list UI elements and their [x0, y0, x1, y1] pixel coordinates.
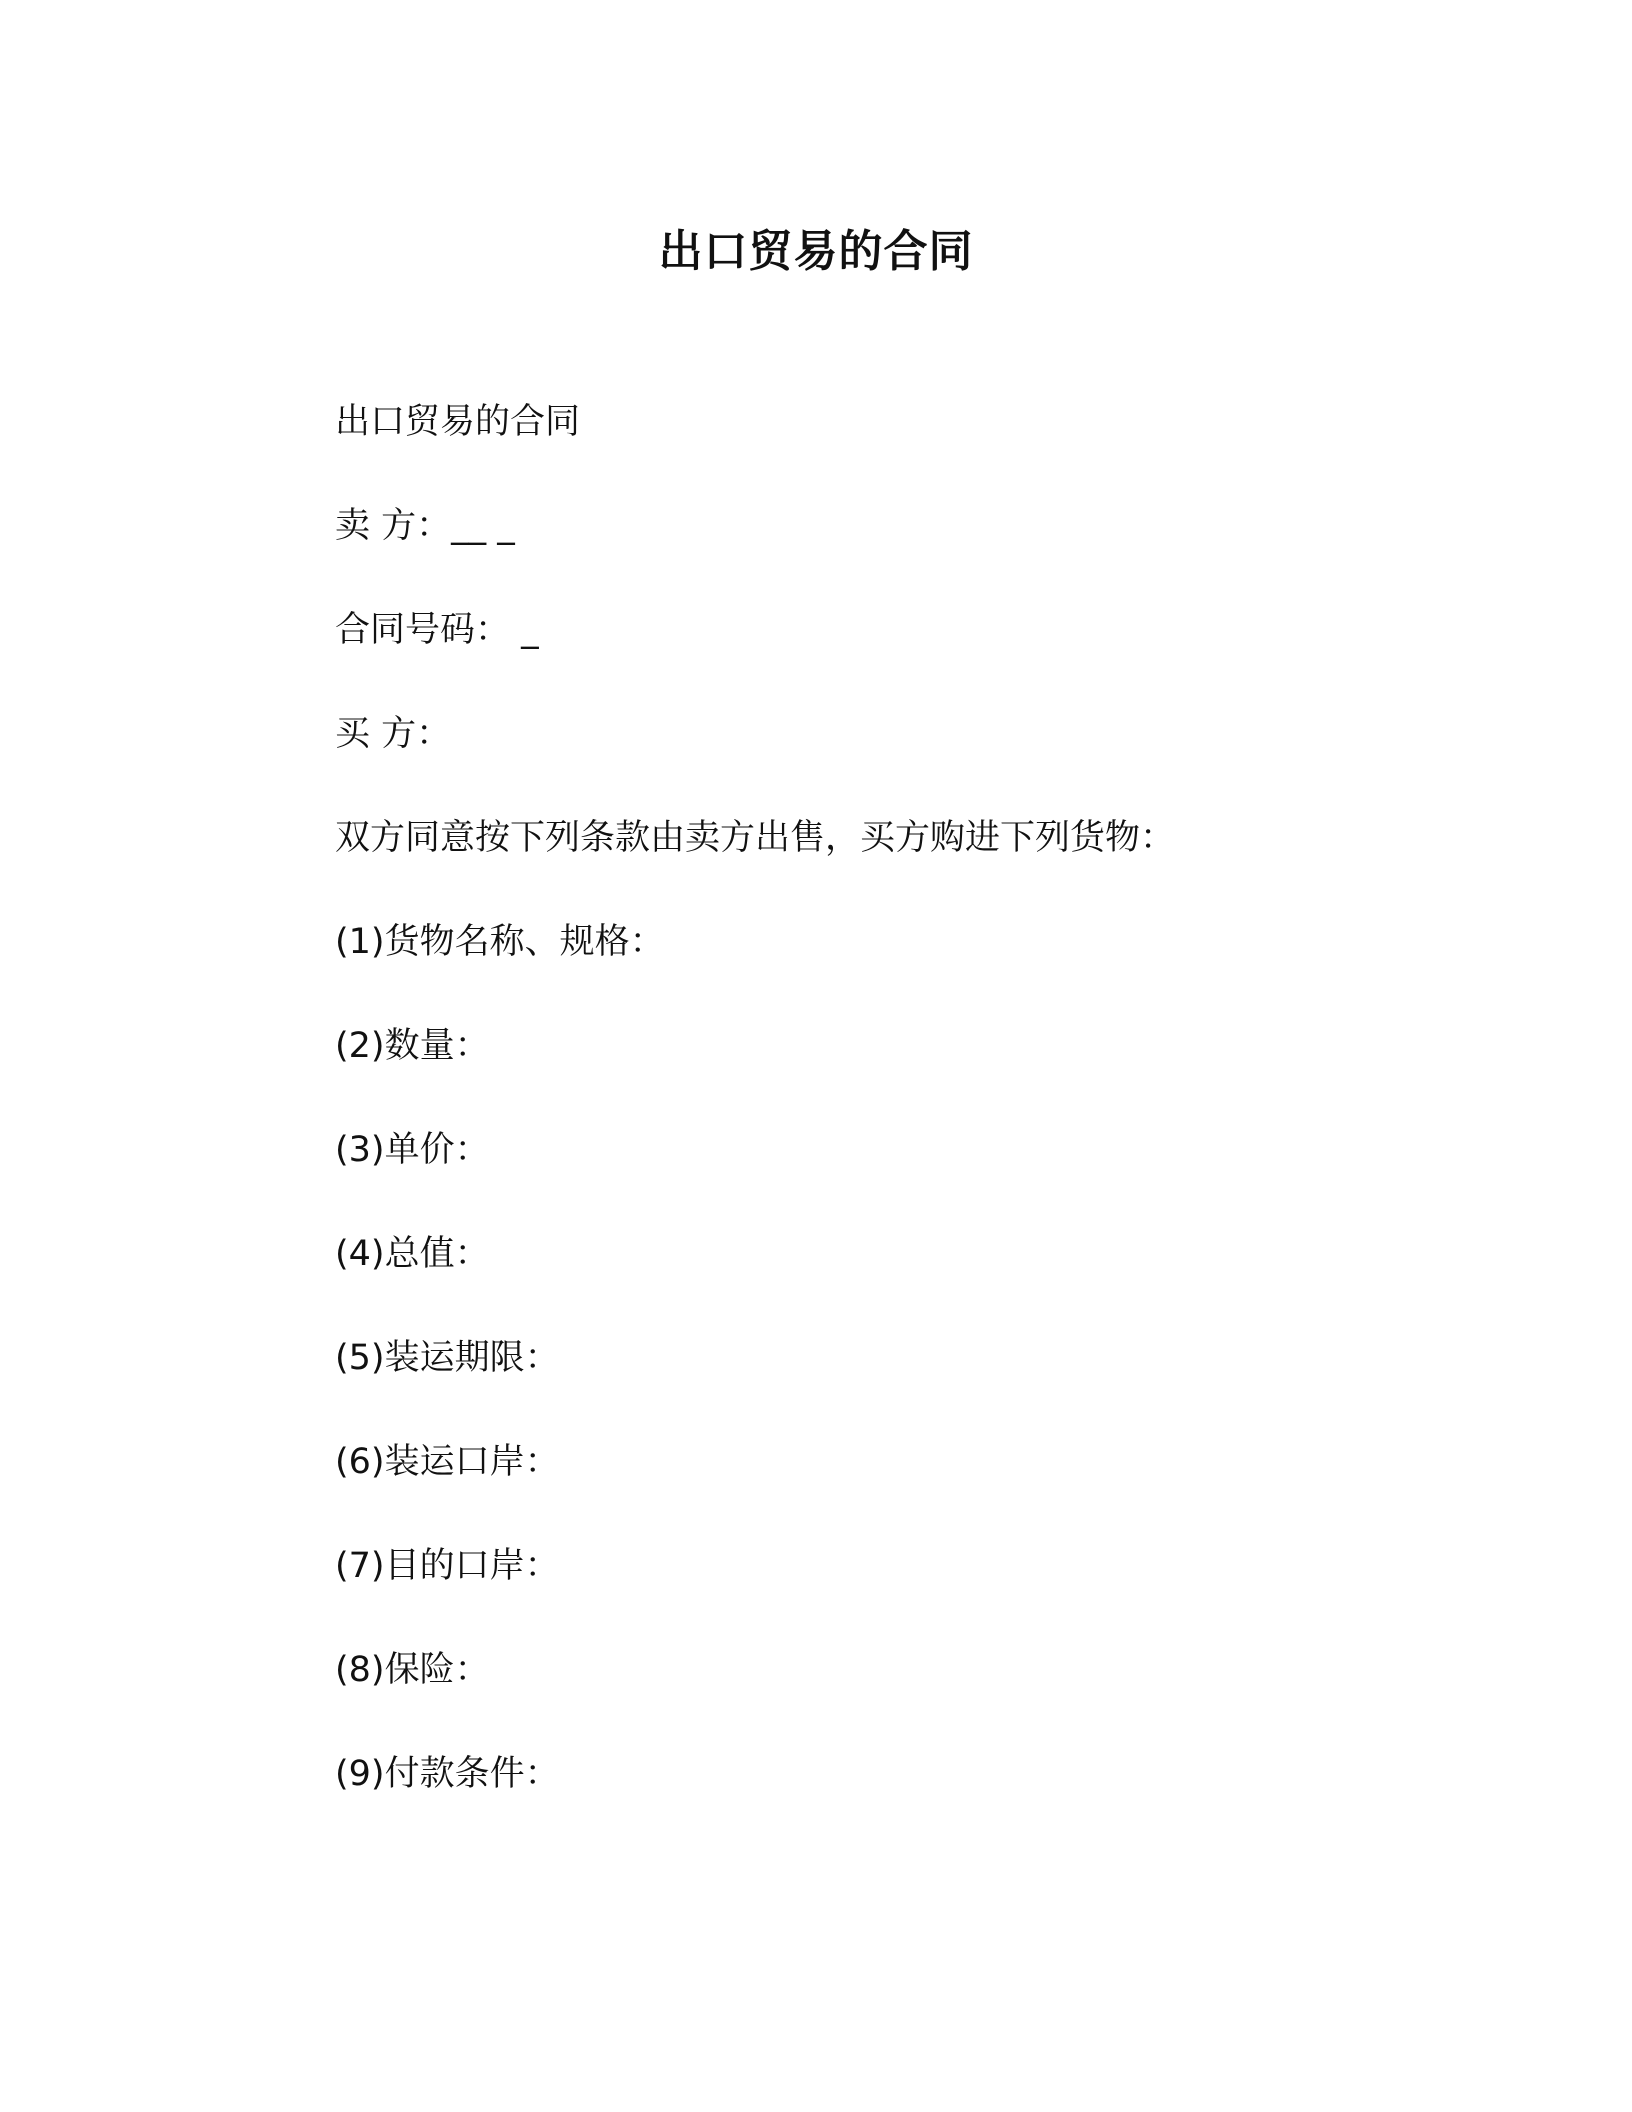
document-title: 出口贸易的合同	[658, 226, 974, 277]
clause-goods-name-spec: (1)货物名称、规格：	[335, 922, 665, 962]
clause-unit-price: (3)单价：	[335, 1130, 490, 1170]
clause-total-value: (4)总值：	[335, 1234, 490, 1274]
agreement-statement: 双方同意按下列条款由卖方出售，买方购进下列货物：	[335, 818, 1176, 858]
seller-line: 卖 方：__ _	[335, 506, 515, 546]
clause-port-of-loading: (6)装运口岸：	[335, 1442, 560, 1482]
clause-quantity: (2)数量：	[335, 1026, 490, 1066]
clause-insurance: (8)保险：	[335, 1650, 490, 1690]
clause-port-of-destination: (7)目的口岸：	[335, 1546, 560, 1586]
document-body	[335, 392, 1335, 1848]
clause-shipment-period: (5)装运期限：	[335, 1338, 560, 1378]
clause-payment-terms: (9)付款条件：	[335, 1754, 560, 1794]
contract-number-line: 合同号码： _	[335, 610, 539, 650]
body-heading: 出口贸易的合同	[335, 402, 581, 442]
buyer-line: 买 方：	[335, 714, 452, 754]
